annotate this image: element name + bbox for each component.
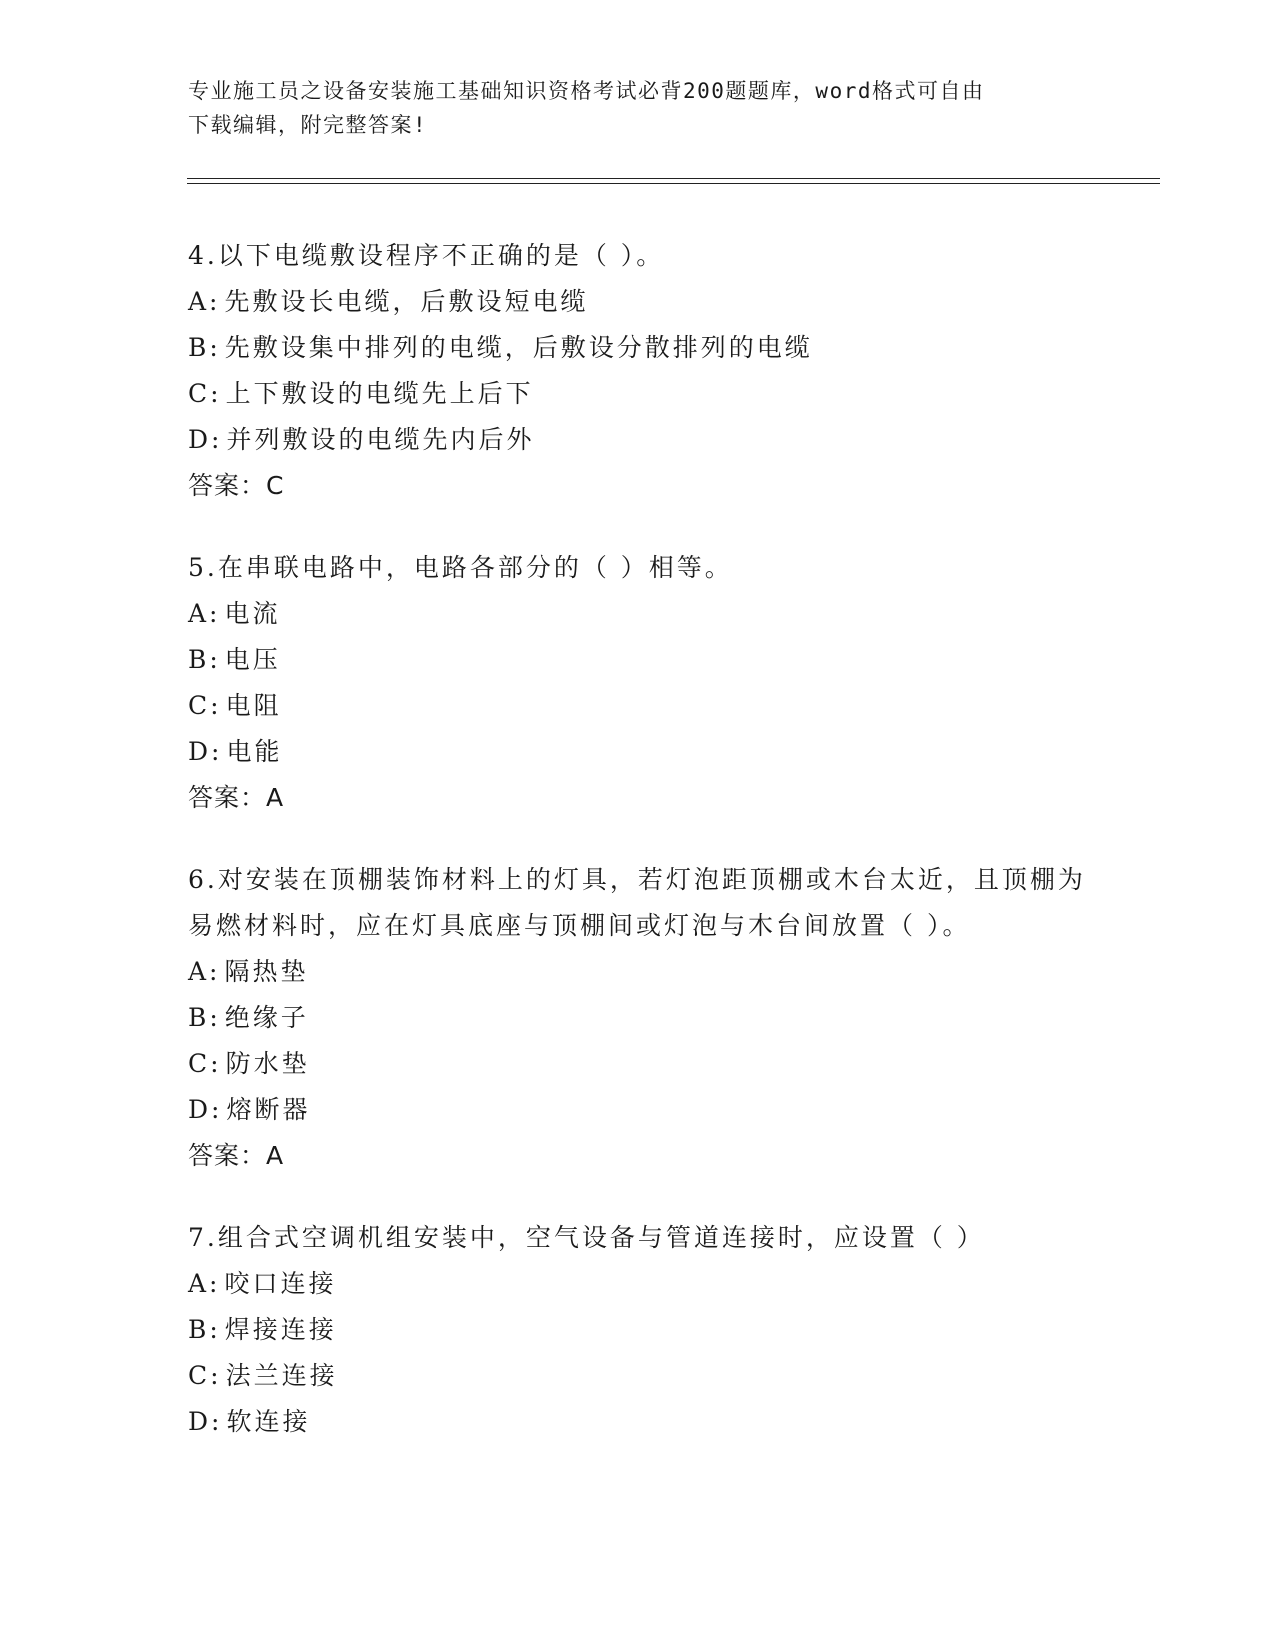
header-divider-top xyxy=(187,178,1160,179)
option-text: 焊接连接 xyxy=(224,1315,337,1344)
option-text: 咬口连接 xyxy=(224,1269,337,1298)
document-header xyxy=(188,74,1088,142)
option-text: 并列敷设的电缆先内后外 xyxy=(226,425,535,454)
question-7 xyxy=(188,1215,1088,1445)
header-line-1: 专业施工员之设备安装施工基础知识资格考试必背200题题库，word格式可自由 xyxy=(188,79,985,103)
option-c xyxy=(188,1353,1088,1399)
option-text: 防水垫 xyxy=(225,1049,310,1078)
question-6 xyxy=(188,857,1088,1179)
question-list xyxy=(188,233,1088,1481)
option-text: 绝缘子 xyxy=(224,1003,309,1032)
option-b xyxy=(188,1307,1088,1353)
option-text: 隔热垫 xyxy=(224,957,309,986)
option-text: 先敷设长电缆，后敷设短电缆 xyxy=(224,287,589,316)
option-key: B: xyxy=(188,1003,221,1032)
option-c xyxy=(188,1041,1088,1087)
answer-line: 答案：A xyxy=(188,1141,285,1170)
option-text: 电压 xyxy=(224,645,281,674)
option-key: B: xyxy=(188,645,221,674)
option-text: 软连接 xyxy=(226,1407,311,1436)
option-key: C: xyxy=(188,1049,222,1078)
option-c xyxy=(188,371,1088,417)
option-key: C: xyxy=(188,379,222,408)
option-key: C: xyxy=(188,1361,222,1390)
option-b xyxy=(188,637,1088,683)
header-divider-bottom xyxy=(187,183,1160,184)
option-text: 法兰连接 xyxy=(225,1361,338,1390)
option-a xyxy=(188,279,1088,325)
question-text: 4.以下电缆敷设程序不正确的是（ ）。 xyxy=(188,241,665,270)
option-key: D: xyxy=(188,737,223,766)
option-text: 先敷设集中排列的电缆，后敷设分散排列的电缆 xyxy=(224,333,813,362)
option-a xyxy=(188,591,1088,637)
option-text: 电能 xyxy=(226,737,283,766)
option-text: 电阻 xyxy=(225,691,282,720)
option-text: 熔断器 xyxy=(226,1095,311,1124)
option-d xyxy=(188,729,1088,775)
question-text: 6.对安装在顶棚装饰材料上的灯具，若灯泡距顶棚或木台太近，且顶棚为易燃材料时，应在灯具底座与顶棚间或灯泡与木台间放置（ ）。 xyxy=(188,865,1086,940)
option-key: B: xyxy=(188,1315,221,1344)
option-key: A: xyxy=(188,1269,221,1298)
option-key: D: xyxy=(188,425,223,454)
option-key: A: xyxy=(188,957,221,986)
option-d xyxy=(188,1399,1088,1445)
option-key: C: xyxy=(188,691,222,720)
option-key: A: xyxy=(188,287,221,316)
option-text: 上下敷设的电缆先上后下 xyxy=(225,379,534,408)
option-d xyxy=(188,417,1088,463)
question-5 xyxy=(188,545,1088,821)
question-text: 5.在串联电路中，电路各部分的（ ）相等。 xyxy=(188,553,733,582)
option-key: B: xyxy=(188,333,221,362)
option-c xyxy=(188,683,1088,729)
question-4 xyxy=(188,233,1088,509)
question-text: 7.组合式空调机组安装中，空气设备与管道连接时，应设置（ ） xyxy=(188,1223,985,1252)
option-d xyxy=(188,1087,1088,1133)
answer-line: 答案：C xyxy=(188,471,285,500)
option-a xyxy=(188,949,1088,995)
answer-line: 答案：A xyxy=(188,783,285,812)
option-key: D: xyxy=(188,1095,223,1124)
option-key: A: xyxy=(188,599,221,628)
option-b xyxy=(188,325,1088,371)
option-key: D: xyxy=(188,1407,223,1436)
option-b xyxy=(188,995,1088,1041)
option-a xyxy=(188,1261,1088,1307)
header-line-2: 下载编辑，附完整答案! xyxy=(188,113,428,137)
option-text: 电流 xyxy=(224,599,281,628)
